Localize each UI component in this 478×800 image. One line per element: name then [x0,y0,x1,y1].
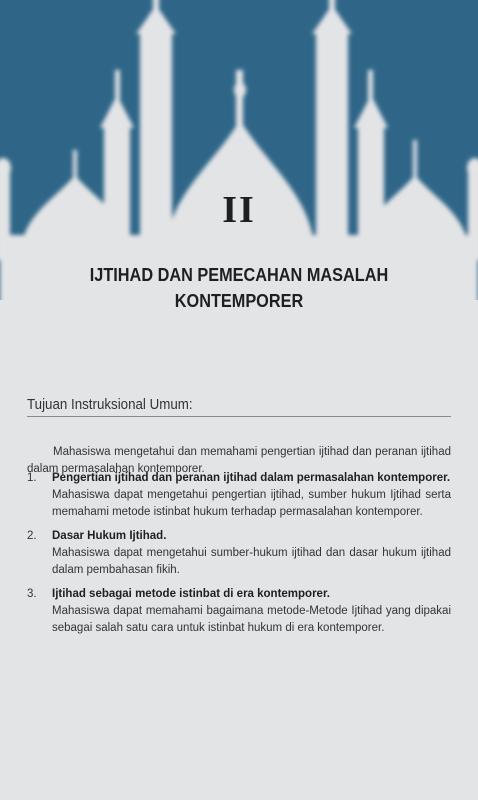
chapter-title-line1: IJTIHAD DAN PEMECAHAN MASALAH [89,264,389,285]
list-item-number: 2. [27,530,37,542]
section-heading: Tujuan Instruksional Umum: [27,397,193,413]
chapter-title [46,262,431,314]
intro-paragraph: Mahasiswa mengetahui dan memahami pengertian ijtihad dan peranan ijtihad dalam permasalahan kontemporer. [27,445,451,475]
list-item-description: Mahasiswa dapat memahami bagaimana metode-Metode Ijtihad yang dipakai sebagai salah satu cara untuk istinbat hukum di era kontemporer. [52,605,451,634]
list-item-heading: Dasar Hukum Ijtihad. [52,530,167,542]
list-item-number: 1. [27,472,37,484]
list-item [27,528,451,579]
objectives-list [27,470,451,644]
list-item-heading: Pengertian ijtihad dan peranan ijtihad dalam permasalahan kontemporer. [52,472,451,484]
section-divider [27,416,451,417]
chapter-title-line2: KONTEMPORER [174,290,304,311]
list-item-number: 3. [27,588,37,600]
chapter-number: II [222,189,256,231]
list-item-heading: Ijtihad sebagai metode istinbat di era kontemporer. [52,588,330,600]
list-item-description: Mahasiswa dapat mengetahui pengertian ijtihad, sumber hukum Ijtihad serta memahami metode istinbat hukum terhadap permasalahan kontemporer. [52,489,451,518]
list-item-description: Mahasiswa dapat mengetahui sumber-hukum ijtihad dan dasar hukum ijtihad dalam pembahasan fikih. [52,547,451,576]
list-item [27,586,451,637]
list-item [27,470,451,521]
mosque-silhouette-banner [0,0,478,300]
